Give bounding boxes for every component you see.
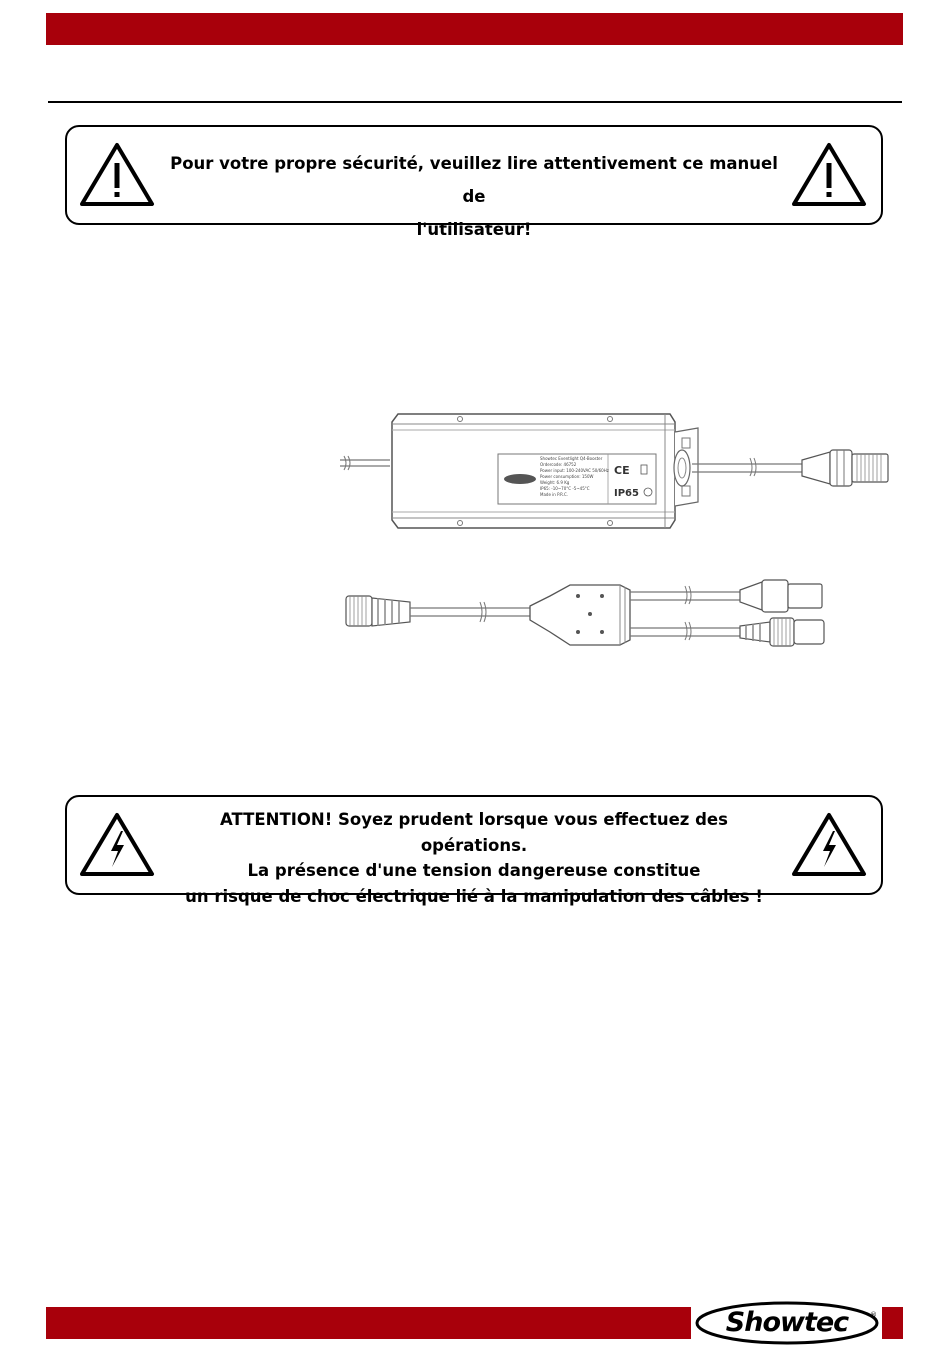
safety-warning-box [65,125,883,239]
label-line: IP65: -10~70°C -5~45°C [540,486,590,491]
safety-warning-line-1: Pour votre propre sécurité, veuillez lire attentivement ce manuel de [170,154,778,206]
electric-warning-line-3: un risque de choc électrique lié à la manipulation des câbles ! [185,886,763,906]
label-line: Power consumption: 150W [540,474,594,479]
y-splitter-cable [346,580,824,646]
high-voltage-icon [791,811,867,877]
footer-bar-end [882,1307,903,1339]
label-line: Power input: 100-240VAC 50/60Hz [540,468,609,473]
warning-triangle-icon [79,141,155,207]
electric-warning-box [65,795,883,906]
ce-mark: CE [614,464,630,477]
logo-text: Showtec [725,1307,849,1338]
header-rule [48,101,902,103]
output-connector [802,450,888,486]
label-line: Ordercode: 46752 [540,462,577,467]
product-illustration [330,410,900,660]
electric-warning-text [167,807,781,909]
electric-warning-line-1: ATTENTION! Soyez prudent lorsque vous effectuez des opérations. [220,810,728,855]
label-line: Weight: 6.9 Kg [540,480,570,485]
footer-bar [46,1307,691,1339]
safety-warning-line-2: l'utilisateur! [416,220,532,239]
registered-mark: ® [870,1311,877,1319]
high-voltage-icon [79,811,155,877]
showtec-logo [695,1301,879,1345]
booster-housing [392,414,698,528]
warning-triangle-icon [791,141,867,207]
electric-warning-line-2: La présence d'une tension dangereuse constitue [247,861,701,880]
label-line: Made in P.R.C. [540,492,569,497]
label-line: Showtec Eventlight Q4-Booster [540,456,603,461]
header-bar [46,13,903,45]
ip-rating: IP65 [614,488,639,499]
safety-warning-text [167,147,781,246]
